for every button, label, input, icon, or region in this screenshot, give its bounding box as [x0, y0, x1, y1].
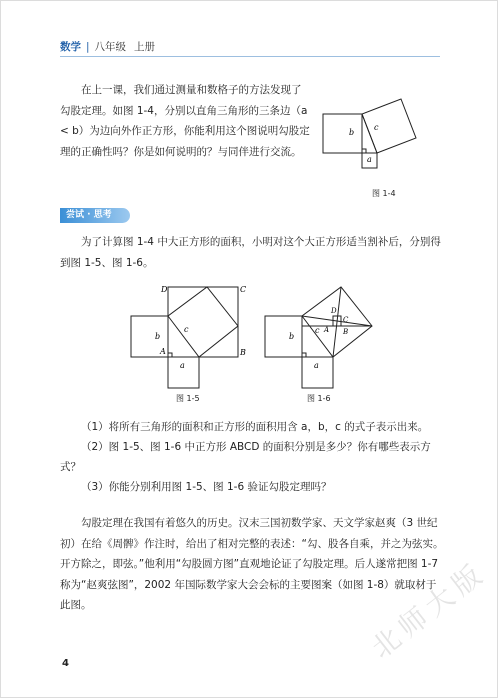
right-angle-mark	[302, 353, 306, 357]
square-on-b	[323, 114, 362, 153]
figure-1-4-caption: 图 1-4	[372, 189, 396, 198]
label-B: B	[343, 328, 349, 336]
publisher-watermark: 北师大版	[365, 555, 493, 665]
question-list	[60, 417, 445, 497]
running-header	[60, 39, 155, 54]
subject-label: 数学	[60, 41, 81, 53]
label-c: c	[374, 123, 379, 132]
question-item: （3）你能分别利用图 1-5、图 1-6 验证勾股定理吗？	[81, 481, 332, 493]
square-ABCD	[168, 287, 238, 357]
figure-1-5-caption: 图 1-5	[176, 394, 200, 403]
label-B: B	[240, 348, 246, 357]
intro-paragraph: 在上一课，我们通过测量和数格子的方法发现了勾股定理。如图 1-4，分别以直角三角形的三条边（a < b）为边向外作正方形，你能利用这个图说明勾股定理的正确性吗？你是如何说明的？与同伴进行交流。	[60, 84, 310, 158]
question-item: （2）图 1-5、图 1-6 中正方形 ABCD 的面积分别是多少？你有哪些表示方式？	[60, 441, 431, 473]
figure-1-6	[258, 282, 383, 392]
section-tag: 尝试 · 思考	[60, 208, 130, 223]
label-D: D	[331, 307, 337, 315]
label-c: c	[184, 325, 189, 334]
label-a: a	[180, 361, 185, 370]
label-c: c	[315, 326, 320, 335]
label-a: a	[314, 361, 319, 370]
right-angle-mark	[168, 353, 172, 357]
figure-1-5	[124, 282, 254, 392]
header-separator: |	[86, 41, 90, 53]
square-on-c	[362, 99, 416, 153]
label-D: D	[161, 285, 168, 294]
label-a: a	[367, 155, 372, 164]
label-b: b	[155, 332, 161, 341]
square-on-b	[265, 316, 302, 357]
figure-1-6-caption: 图 1-6	[307, 394, 331, 403]
volume-label: 上册	[134, 41, 156, 53]
task-paragraph: 为了计算图 1-4 中大正方形的面积，小明对这个大正方形适当割补后，分别得到图 1-5、图 1-6。	[60, 236, 441, 269]
label-C: C	[240, 285, 247, 294]
question-item: （1）将所有三角形的面积和正方形的面积用含 a，b，c 的式子表示出来。	[81, 421, 429, 433]
page-number: 4	[62, 658, 69, 669]
label-C: C	[343, 316, 349, 324]
history-paragraph: 勾股定理在我国有着悠久的历史。汉末三国初数学家、天文学家赵爽（3 世纪初）在给《周髀》作注时，给出了相对完整的表述：“勾、股各自乘，并之为弦实。开方除之，即弦。”他利用“勾股圆方图”直观地论证了勾股定理。后人遂常把图 1-7 称为“赵爽弦图”，2002 年国际数学家大会会标的主要图案（如图 1-8）就取材于此图。	[60, 517, 444, 611]
header-divider	[60, 56, 440, 57]
figure-1-4	[320, 86, 455, 186]
grade-label: 八年级	[94, 41, 127, 53]
right-angle-mark	[362, 149, 366, 153]
square-on-c	[168, 287, 238, 357]
label-A: A	[324, 326, 330, 334]
label-b: b	[349, 128, 355, 137]
label-A: A	[160, 347, 166, 356]
label-b: b	[289, 332, 295, 341]
